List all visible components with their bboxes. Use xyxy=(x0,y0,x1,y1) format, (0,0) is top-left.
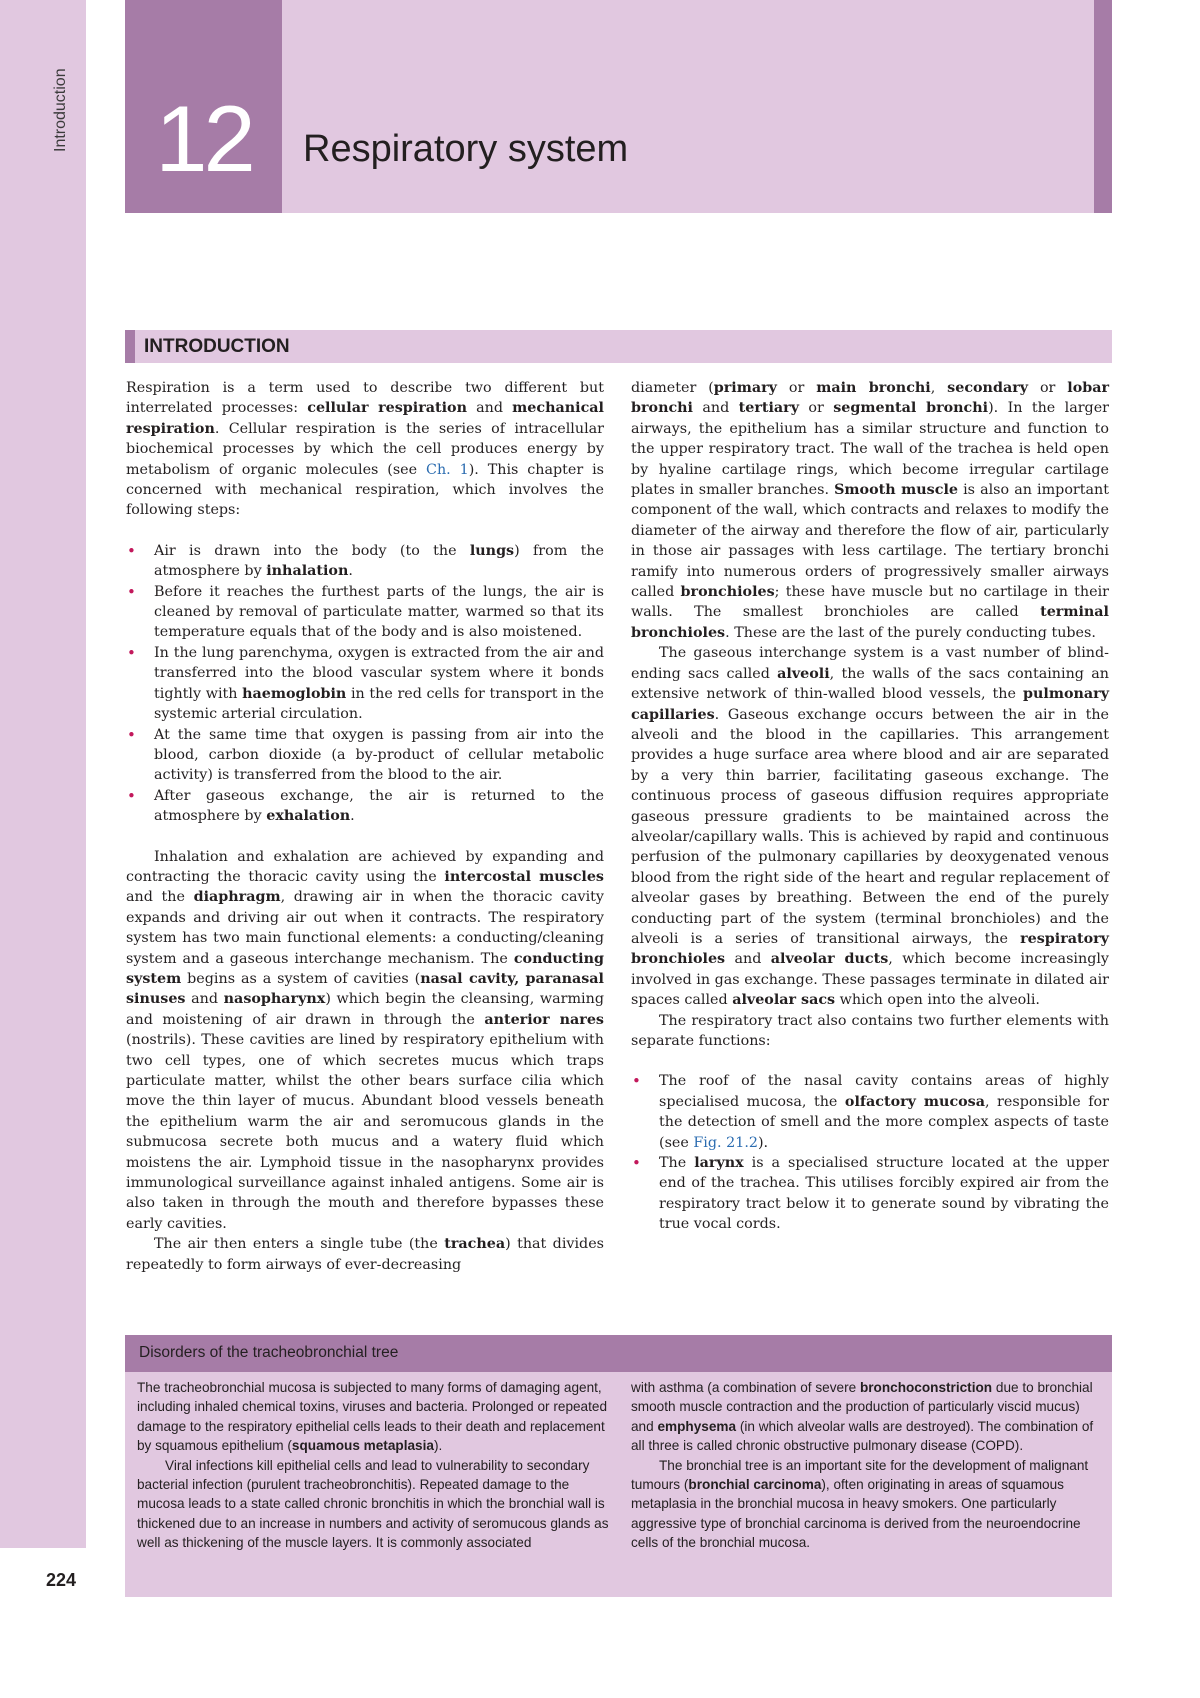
text-run: The respiratory tract also contains two further elements with separate functions: xyxy=(631,1012,1109,1049)
text-run: ). This chapter is concerned with mechanical respiration, which involves the following steps: xyxy=(126,461,604,519)
text-run: and xyxy=(185,991,224,1008)
text-run: in the red cells for transport in the systemic arterial circulation. xyxy=(154,685,604,723)
key-term: haemoglobin xyxy=(242,685,347,702)
key-term: alveolar sacs xyxy=(732,992,836,1009)
text-run: ). xyxy=(757,1134,769,1151)
text-run: ) from the atmosphere by xyxy=(154,542,604,580)
key-term: Smooth muscle xyxy=(834,482,958,499)
text-run: The roof of the nasal cavity contains areas of highly specialised mucosa, the xyxy=(659,1073,1109,1110)
list-item xyxy=(631,1071,1109,1153)
text-run: Viral infections kill epithelial cells and lead to vulnerability to secondary bacterial infection (purulent tracheobronchitis). Repeated damage to the mucosa leads to a state called chronic bronchitis in which the bronchial wall is thickened due to an increase in numbers and activity of seromucous glands as well as thickening of the muscle layers. It is commonly associated xyxy=(137,1457,609,1551)
key-term: alveolar ducts xyxy=(770,951,889,968)
key-term: mechanical respiration xyxy=(126,400,604,437)
text-run: In the lung parenchyma, oxygen is extracted from the air and transferred into the blood vascular system where it bonds tightly with xyxy=(154,644,604,702)
key-term: respiratory bronchioles xyxy=(631,930,1109,968)
paragraph xyxy=(137,1378,612,1456)
margin-sidebar xyxy=(0,0,86,1548)
key-term: secondary xyxy=(947,380,1029,396)
text-run: diameter ( xyxy=(631,380,714,396)
key-term: alveoli xyxy=(777,665,830,682)
key-term: squamous metaplasia xyxy=(291,1438,434,1454)
paragraph xyxy=(631,378,1109,643)
disorders-box-column-right xyxy=(631,1378,1106,1553)
cross-reference-link[interactable]: Fig. 21.2 xyxy=(693,1134,758,1151)
text-run: , xyxy=(930,380,948,396)
key-term: segmental bronchi xyxy=(833,400,989,417)
text-run: and xyxy=(466,400,513,417)
text-run: and xyxy=(725,951,771,968)
key-term: bronchioles xyxy=(680,584,775,601)
text-run: and the xyxy=(126,889,194,906)
key-term: inhalation xyxy=(266,563,349,580)
text-run: (nostrils). These cavities are lined by respiratory epithelium with two cell types, one of which secretes mucus which traps particulate matter, whilst the other bears surface cilia which move the thin layer of mucus. Abundant blood vessels beneath the epithelium warm the air and seromucous glands in the submucosa secrete both mucus and a watery fluid which moistens the air. Lymphoid tissue in the nasopharynx provides immunological surveillance against inhaled antigens. Some air is also taken in through the mouth and therefore bypasses these early cavities. xyxy=(126,1032,604,1232)
key-term: diaphragm xyxy=(193,889,281,906)
key-term: intercostal muscles xyxy=(444,868,604,885)
disorders-box-title: Disorders of the tracheobronchial tree xyxy=(139,1344,399,1361)
page-number: 224 xyxy=(46,1570,77,1590)
key-term: trachea xyxy=(444,1236,506,1253)
key-term: main bronchi xyxy=(816,380,931,396)
text-run: begins as a system of cavities ( xyxy=(181,970,421,987)
text-run: The bronchial tree is an important site for the development of malignant tumours ( xyxy=(631,1457,1089,1493)
text-run: or xyxy=(776,380,817,396)
section-running-head: Introduction xyxy=(52,68,69,152)
text-run: and xyxy=(693,400,739,417)
paragraph xyxy=(126,1234,604,1275)
text-run: , which become increasingly involved in gas exchange. These passages terminate in dilated air spaces called xyxy=(631,951,1109,1009)
cross-reference-link[interactable]: Ch. 1 xyxy=(426,461,469,478)
step-list xyxy=(126,541,604,827)
text-run: with asthma (a combination of severe xyxy=(631,1380,860,1395)
text-run: . These are the last of the purely conducting tubes. xyxy=(725,624,1096,641)
key-term: bronchoconstriction xyxy=(859,1380,993,1395)
key-term: emphysema xyxy=(657,1418,737,1434)
key-term: larynx xyxy=(694,1155,744,1172)
text-run: or xyxy=(1028,380,1068,396)
key-term: lobar bronchi xyxy=(631,380,1110,417)
disorders-box-column-left xyxy=(137,1378,612,1553)
text-run: ). xyxy=(433,1438,443,1454)
text-run: Inhalation and exhalation are achieved by expanding and contracting the thoracic cavity using the xyxy=(126,848,604,885)
body-column-right xyxy=(631,378,1109,1235)
text-run: , drawing air in when the thoracic cavity expands and driving air out when it contracts. The respiratory system has two main functional elements: a conducting/cleaning system and a gaseous interchange mechanism. The xyxy=(126,889,604,967)
key-term: terminal bronchioles xyxy=(631,604,1109,641)
text-run: The air then enters a single tube (the xyxy=(154,1236,445,1253)
body-column-left xyxy=(126,378,604,1275)
text-run: ; these have muscle but no cartilage in their walls. The smallest bronchioles are called xyxy=(631,584,1109,621)
key-term: nasopharynx xyxy=(223,991,326,1008)
list-item xyxy=(126,725,604,786)
text-run: At the same time that oxygen is passing from air into the blood, carbon dioxide (a by-product of cellular metabolic activity) is transferred from the blood to the air. xyxy=(154,726,604,784)
paragraph xyxy=(631,643,1109,1010)
paragraph xyxy=(137,1456,612,1553)
key-term: primary xyxy=(713,380,777,396)
key-term: anterior nares xyxy=(484,1011,604,1028)
text-run: The xyxy=(659,1155,695,1172)
list-item xyxy=(126,541,604,582)
text-run: ). In the larger airways, the epithelium has a similar structure and function to the upper respiratory tract. The wall of the trachea is held open by hyaline cartilage rings, which become irregular cartilage plates in smaller branches. xyxy=(631,400,1109,499)
key-term: lungs xyxy=(469,542,515,559)
paragraph xyxy=(631,1378,1106,1456)
paragraph xyxy=(631,1456,1106,1553)
text-run: or xyxy=(799,400,834,417)
element-list xyxy=(631,1071,1109,1234)
text-run: ) which begin the cleansing, warming and moistening of air drawn in through the xyxy=(126,991,604,1028)
chapter-title: Respiratory system xyxy=(303,128,629,170)
text-run: , the walls of the sacs containing an extensive network of thin-walled blood vessels, the xyxy=(631,665,1109,703)
list-item xyxy=(631,1153,1109,1235)
key-term: pulmonary capillaries xyxy=(631,686,1109,723)
text-run: Before it reaches the furthest parts of the lungs, the air is cleaned by removal of particulate matter, warmed so that its temperature equals that of the body and is also moistened. xyxy=(154,583,604,641)
text-run: , responsible for the detection of smell and the more complex aspects of taste (see xyxy=(659,1093,1110,1151)
text-run: due to bronchial smooth muscle contraction and the production of particularly viscid mucus) and xyxy=(631,1380,1093,1434)
text-run: . Cellular respiration is the series of intracellular biochemical processes by which the cell produces energy by metabolism of organic molecules (see xyxy=(126,420,604,478)
paragraph xyxy=(126,847,604,1235)
text-run: After gaseous exchange, the air is returned to the atmosphere by xyxy=(154,787,604,825)
text-run: . xyxy=(348,563,353,580)
key-term: bronchial carcinoma xyxy=(688,1477,822,1493)
text-run: ), often originating in areas of squamous metaplasia in the bronchial mucosa in heavy smokers. One particularly aggressive type of bronchial carcinoma is derived from the neuroendocrine cells of the bronchial mucosa. xyxy=(631,1477,1081,1551)
text-run: ) that divides repeatedly to form airways of ever-decreasing xyxy=(126,1236,604,1273)
text-run: Air is drawn into the body (to the xyxy=(154,542,470,559)
text-run: . Gaseous exchange occurs between the air in the alveoli and the blood in the capillaries. This arrangement provides a huge surface area where blood and air are separated by a very thin barrier, facilitating gaseous exchange. The continuous process of gaseous diffusion requires appropriate gaseous pressure gradients to be maintained across the alveolar/capillary walls. This is achieved by rapid and continuous perfusion of the pulmonary capillaries by deoxygenated venous blood from the right side of the heart and regular replacement of alveolar gases by breathing. Between the end of the purely conducting part of the system (terminal bronchioles) and the alveoli is a series of transitional airways, the xyxy=(631,706,1109,947)
section-heading: INTRODUCTION xyxy=(144,336,290,357)
text-run: . xyxy=(350,808,355,825)
key-term: nasal cavity, paranasal sinuses xyxy=(126,970,604,1008)
section-heading-accent xyxy=(125,330,135,363)
text-run: which open into the alveoli. xyxy=(835,992,1040,1009)
header-accent-bar xyxy=(1094,0,1112,213)
key-term: cellular respiration xyxy=(307,400,467,417)
paragraph xyxy=(631,1011,1109,1052)
text-run: The tracheobronchial mucosa is subjected to many forms of damaging agent, including inhaled chemical toxins, viruses and bacteria. Prolonged or repeated damage to the respiratory epithelial cells leads to their death and replacement by squamous epithelium ( xyxy=(137,1380,608,1454)
list-item xyxy=(126,643,604,725)
text-run: is a specialised structure located at the upper end of the trachea. This utilises forcibly expired air from the respiratory tract below it to generate sound by vibrating the true vocal cords. xyxy=(659,1155,1109,1233)
key-term: olfactory mucosa xyxy=(844,1093,985,1110)
text-run: is also an important component of the wall, which contracts and relaxes to modify the diameter of the airway and therefore the flow of air, particularly in those air passages with less cartilage. The tertiary bronchi ramify into numerous orders of progressively smaller airways called xyxy=(631,482,1109,601)
key-term: tertiary xyxy=(738,400,800,417)
chapter-number: 12 xyxy=(155,86,252,191)
text-run: Respiration is a term used to describe two different but interrelated processes: xyxy=(126,380,604,417)
key-term: exhalation xyxy=(266,808,351,825)
key-term: conducting system xyxy=(126,950,604,987)
list-item xyxy=(126,786,604,827)
paragraph xyxy=(126,378,604,521)
text-run: The gaseous interchange system is a vast number of blind-ending sacs called xyxy=(631,645,1109,682)
text-run: (in which alveolar walls are destroyed). The combination of all three is called chronic obstructive pulmonary disease (COPD). xyxy=(631,1418,1094,1454)
list-item xyxy=(126,582,604,643)
